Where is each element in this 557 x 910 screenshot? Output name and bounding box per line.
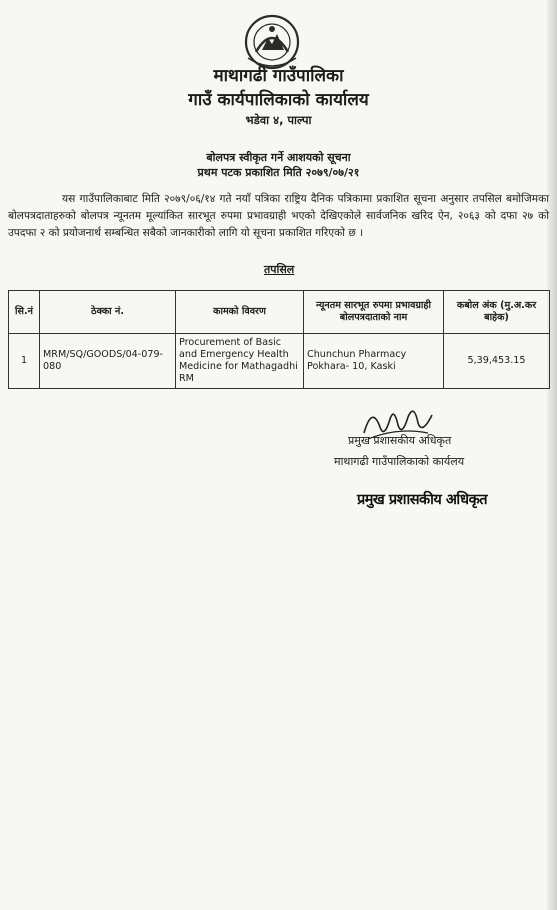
publish-date-line: प्रथम पटक प्रकाशित मिति २०७९/०७/२१ bbox=[197, 166, 360, 179]
signatory-title: प्रमुख प्रशासकीय अधिकृत bbox=[348, 434, 452, 447]
signatory-office: माथागढी गाउँपालिकाको कार्यलय bbox=[334, 455, 465, 468]
office-name: गाउँ कार्यपालिकाको कार्यालय bbox=[188, 90, 369, 110]
cell-contract-no: MRM/SQ/GOODS/04-079-080 bbox=[40, 334, 176, 389]
cell-sn: 1 bbox=[9, 334, 40, 389]
col-header-work-desc: कामको विवरण bbox=[176, 291, 304, 334]
table-row bbox=[9, 334, 550, 389]
bid-table bbox=[8, 290, 550, 389]
org-name: माथागढी गाउँपालिका bbox=[213, 66, 344, 86]
cell-bidder: Chunchun Pharmacy Pokhara- 10, Kaski bbox=[304, 334, 444, 389]
cell-amount: 5,39,453.15 bbox=[444, 334, 550, 389]
col-header-bidder: न्यूनतम सारभूत रुपमा प्रभावग्राही बोलपत्रदाताको नाम bbox=[304, 291, 444, 334]
col-header-sn: सि.नं bbox=[9, 291, 40, 334]
col-header-amount: कबोल अंक (मु.अ.कर बाहेक) bbox=[444, 291, 550, 334]
page-edge-shadow bbox=[547, 0, 557, 910]
details-label: तपसिल bbox=[264, 263, 295, 276]
table-header-row bbox=[9, 291, 550, 334]
official-stamp: प्रमुख प्रशासकीय अधिकृत bbox=[357, 492, 487, 508]
notice-body: यस गाउँपालिकाबाट मिति २०७९/०६/१४ गते नयाँ पत्रिका राष्ट्रिय दैनिक पत्रिकामा प्रकाशित सूचना अनुसार तपसिल बमोजिमका बोलपत्रदाताहरुको बोलपत्र न्यूनतम मूल्यांकित सारभूत रुपमा प्रभावग्राही भएको देखिएकोले सार्वजनिक खरिद ऐन, २०६३ को दफा २७ को उपदफा २ को प्रयोजनार्थ सम्बन्धित सबैको जानकारीको लागि यो सूचना प्रकाशित गरिएको छ । bbox=[8, 193, 549, 240]
office-address: भडेवा ४, पाल्पा bbox=[245, 113, 312, 127]
cell-work-desc: Procurement of Basic and Emergency Health Medicine for Mathagadhi RM bbox=[176, 334, 304, 389]
col-header-contract-no: ठेक्का नं. bbox=[40, 291, 176, 334]
notice-title: बोलपत्र स्वीकृत गर्ने आशयको सूचना bbox=[206, 151, 351, 164]
